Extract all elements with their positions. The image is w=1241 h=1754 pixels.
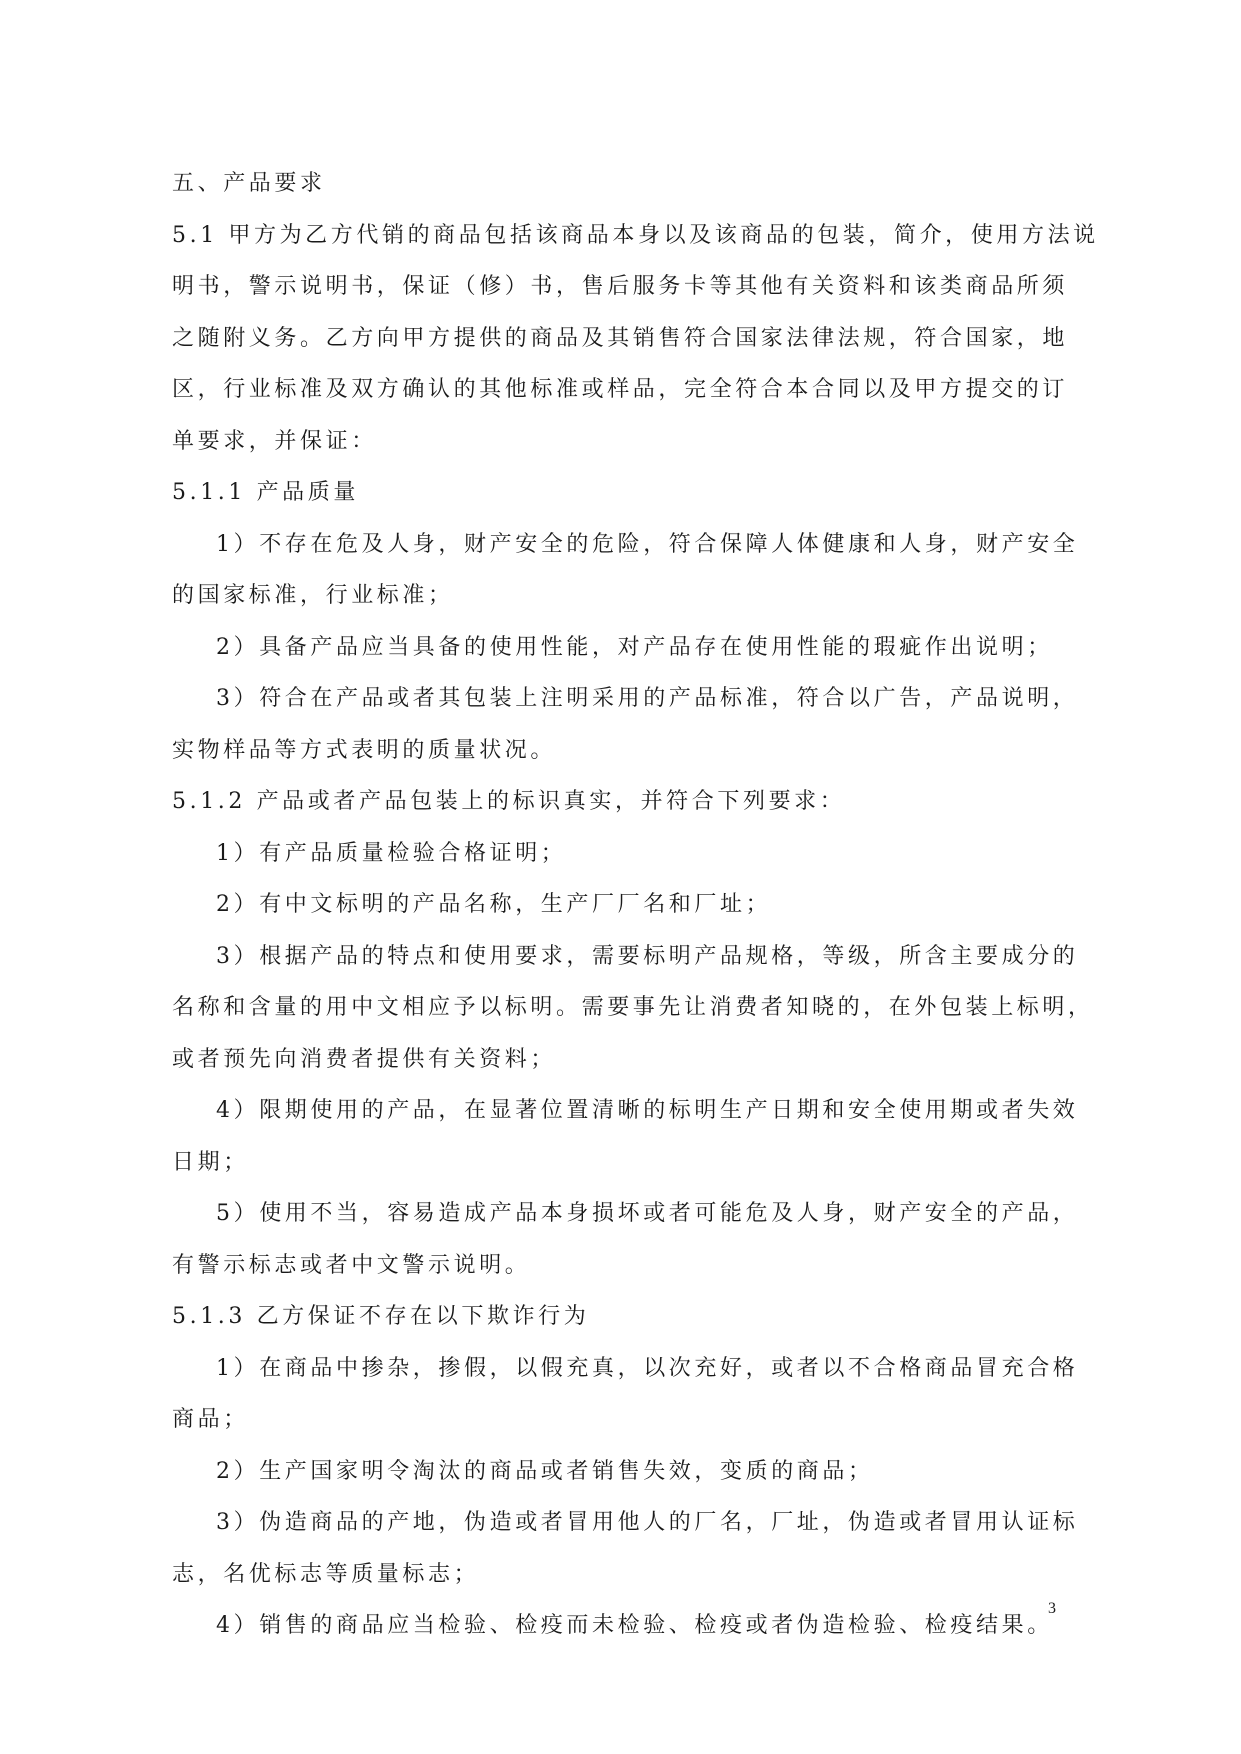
text-line: 区，行业标准及双方确认的其他标准或样品，完全符合本合同以及甲方提交的订: [172, 377, 1069, 402]
text-line: 5.1.1 产品质量: [172, 480, 359, 505]
text-line: 5.1.2 产品或者产品包装上的标识真实，并符合下列要求：: [172, 789, 846, 814]
text-line: 1）不存在危及人身，财产安全的危险，符合保障人体健康和人身，财产安全: [216, 531, 1079, 557]
text-line: 2）具备产品应当具备的使用性能，对产品存在使用性能的瑕疵作出说明；: [216, 634, 1053, 660]
text-line: 1）在商品中掺杂，掺假，以假充真，以次充好，或者以不合格商品冒充合格: [216, 1355, 1079, 1381]
page-number: 3: [1048, 1600, 1056, 1617]
text-line: 3）符合在产品或者其包装上注明采用的产品标准，符合以广告，产品说明，: [216, 686, 1079, 711]
text-line: 之随附义务。乙方向甲方提供的商品及其销售符合国家法律法规，符合国家，地: [172, 325, 1069, 351]
text-line: 明书，警示说明书，保证（修）书，售后服务卡等其他有关资料和该类商品所须: [172, 274, 1069, 299]
text-line: 有警示标志或者中文警示说明。: [172, 1252, 531, 1278]
text-line: 的国家标准，行业标准；: [172, 583, 454, 608]
text-line: 2）有中文标明的产品名称，生产厂厂名和厂址；: [216, 892, 772, 917]
text-line: 3）伪造商品的产地，伪造或者冒用他人的厂名，厂址，伪造或者冒用认证标: [216, 1510, 1079, 1535]
text-line: 日期；: [172, 1149, 249, 1175]
text-line: 志，名优标志等质量标志；: [172, 1561, 480, 1587]
text-line: 5）使用不当，容易造成产品本身损坏或者可能危及人身，财产安全的产品，: [216, 1201, 1079, 1226]
text-line: 5.1.3 乙方保证不存在以下欺诈行为: [172, 1304, 590, 1329]
text-line: 5.1 甲方为乙方代销的商品包括该商品本身以及该商品的包装，简介，使用方法说: [172, 222, 1099, 248]
text-line: 名称和含量的用中文相应予以标明。需要事先让消费者知晓的，在外包装上标明，: [172, 995, 1094, 1020]
text-line: 4）限期使用的产品，在显著位置清晰的标明生产日期和安全使用期或者失效: [216, 1098, 1079, 1123]
text-line: 商品；: [172, 1407, 249, 1432]
text-line: 1）有产品质量检验合格证明；: [216, 840, 567, 866]
text-line: 单要求，并保证：: [172, 428, 377, 454]
text-line: 实物样品等方式表明的质量状况。: [172, 737, 557, 763]
text-line: 3）根据产品的特点和使用要求，需要标明产品规格，等级，所含主要成分的: [216, 943, 1079, 969]
text-line: 2）生产国家明令淘汰的商品或者销售失效，变质的商品；: [216, 1458, 874, 1484]
document-body: [172, 158, 1099, 1652]
text-line: 4）销售的商品应当检验、检疫而未检验、检疫或者伪造检验、检疫结果。: [216, 1613, 1053, 1638]
text-line: 或者预先向消费者提供有关资料；: [172, 1046, 557, 1072]
section-heading: 五、产品要求: [172, 171, 326, 196]
